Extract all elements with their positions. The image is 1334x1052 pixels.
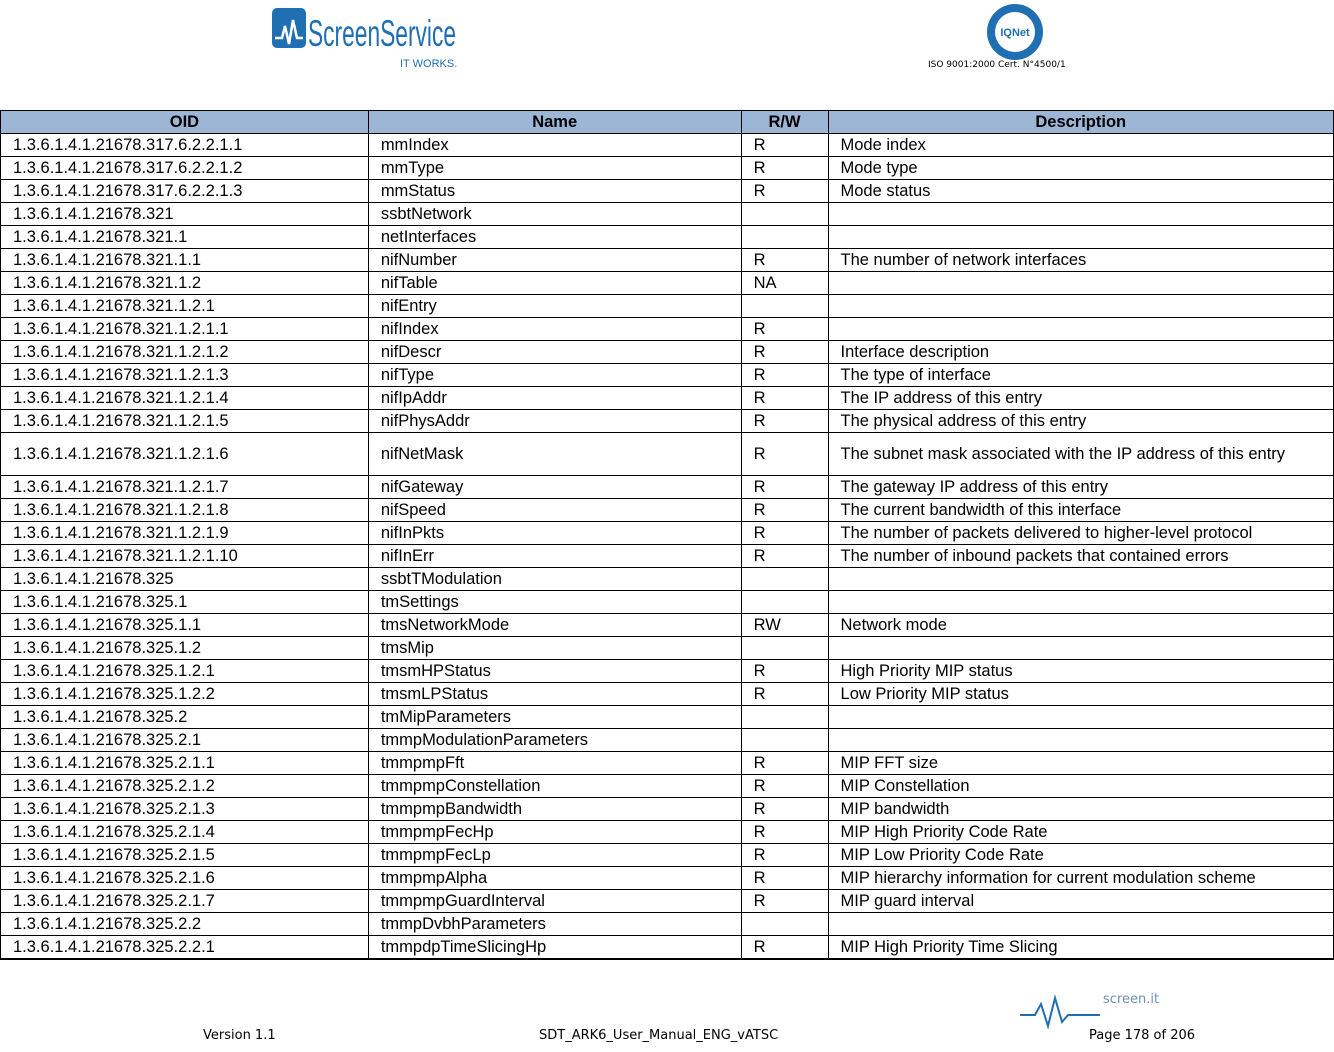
cell-rw: R (741, 867, 828, 890)
cell-description: MIP Constellation (828, 775, 1333, 798)
cell-description (828, 729, 1333, 752)
cell-rw: R (741, 890, 828, 913)
cell-description: MIP High Priority Time Slicing (828, 936, 1333, 960)
cell-rw: R (741, 821, 828, 844)
cell-description (828, 637, 1333, 660)
cell-name: ssbtTModulation (368, 568, 741, 591)
cell-name: tmmpmpConstellation (368, 775, 741, 798)
cell-name: nifSpeed (368, 499, 741, 522)
footer-page: Page 178 of 206 (1089, 1028, 1196, 1043)
cell-oid: 1.3.6.1.4.1.21678.321.1.2.1.5 (1, 410, 369, 433)
cell-name: nifEntry (368, 295, 741, 318)
table-row (1, 476, 1334, 499)
cell-oid: 1.3.6.1.4.1.21678.325.2.2.1 (1, 936, 369, 960)
cell-oid: 1.3.6.1.4.1.21678.321.1.2.1.7 (1, 476, 369, 499)
cell-name: nifPhysAddr (368, 410, 741, 433)
cell-rw: R (741, 249, 828, 272)
cell-oid: 1.3.6.1.4.1.21678.321.1.2.1.3 (1, 364, 369, 387)
cell-rw (741, 913, 828, 936)
cell-rw (741, 295, 828, 318)
table-row (1, 249, 1334, 272)
cell-rw: R (741, 387, 828, 410)
cell-description: Mode type (828, 157, 1333, 180)
cell-rw (741, 637, 828, 660)
cell-oid: 1.3.6.1.4.1.21678.325.1.2.2 (1, 683, 369, 706)
table-row (1, 180, 1334, 203)
cell-rw: R (741, 936, 828, 960)
table-row (1, 591, 1334, 614)
cell-oid: 1.3.6.1.4.1.21678.325.2.2 (1, 913, 369, 936)
cell-description: MIP hierarchy information for current modulation scheme (828, 867, 1333, 890)
cell-description: Mode status (828, 180, 1333, 203)
cell-description (828, 272, 1333, 295)
cell-name: nifInPkts (368, 522, 741, 545)
table-row (1, 936, 1334, 960)
cell-oid: 1.3.6.1.4.1.21678.321.1.2.1.6 (1, 433, 369, 476)
cell-description: MIP Low Priority Code Rate (828, 844, 1333, 867)
table-row (1, 821, 1334, 844)
cell-rw: R (741, 844, 828, 867)
cert-badge-text: IQNet (1000, 27, 1030, 39)
cell-rw (741, 203, 828, 226)
cell-description: The number of network interfaces (828, 249, 1333, 272)
table-row (1, 867, 1334, 890)
cell-oid: 1.3.6.1.4.1.21678.317.6.2.2.1.3 (1, 180, 369, 203)
table-row (1, 752, 1334, 775)
cell-oid: 1.3.6.1.4.1.21678.325.2.1.7 (1, 890, 369, 913)
cell-description: Mode index (828, 134, 1333, 157)
cell-name: tmsmHPStatus (368, 660, 741, 683)
cell-description: The number of inbound packets that contained errors (828, 545, 1333, 568)
table-row (1, 387, 1334, 410)
cell-name: tmSettings (368, 591, 741, 614)
cell-name: tmmpmpBandwidth (368, 798, 741, 821)
cell-name: nifNumber (368, 249, 741, 272)
cell-description: The gateway IP address of this entry (828, 476, 1333, 499)
cell-oid: 1.3.6.1.4.1.21678.321.1.2.1.1 (1, 318, 369, 341)
table-row (1, 272, 1334, 295)
cell-name: tmsMip (368, 637, 741, 660)
table-row (1, 568, 1334, 591)
cell-name: ssbtNetwork (368, 203, 741, 226)
table-row (1, 499, 1334, 522)
cell-name: tmmpModulationParameters (368, 729, 741, 752)
cell-rw: NA (741, 272, 828, 295)
cell-oid: 1.3.6.1.4.1.21678.325.1.2 (1, 637, 369, 660)
table-row (1, 341, 1334, 364)
cell-rw (741, 729, 828, 752)
cell-oid: 1.3.6.1.4.1.21678.321.1.2.1.10 (1, 545, 369, 568)
cell-description (828, 295, 1333, 318)
cell-rw: R (741, 798, 828, 821)
cell-oid: 1.3.6.1.4.1.21678.321.1.2.1 (1, 295, 369, 318)
table-row (1, 890, 1334, 913)
cell-description (828, 706, 1333, 729)
cell-rw: R (741, 157, 828, 180)
cell-oid: 1.3.6.1.4.1.21678.325.2.1.3 (1, 798, 369, 821)
table-row (1, 844, 1334, 867)
cell-oid: 1.3.6.1.4.1.21678.321.1.2.1.9 (1, 522, 369, 545)
cell-oid: 1.3.6.1.4.1.21678.321 (1, 203, 369, 226)
logo-text: ScreenService (308, 13, 456, 54)
cell-name: tmsmLPStatus (368, 683, 741, 706)
cert-number: ISO 9001:2000 Cert. N°4500/1 (928, 60, 1066, 70)
footer-version: Version 1.1 (203, 1028, 276, 1043)
cell-rw: R (741, 545, 828, 568)
screenservice-logo (272, 8, 458, 70)
footer-document: SDT_ARK6_User_Manual_ENG_vATSC (539, 1028, 779, 1043)
cell-description: MIP guard interval (828, 890, 1333, 913)
oid-table (0, 110, 1334, 960)
cell-oid: 1.3.6.1.4.1.21678.321.1.2.1.4 (1, 387, 369, 410)
cell-rw: R (741, 499, 828, 522)
table-header-row (1, 111, 1334, 134)
cell-name: nifType (368, 364, 741, 387)
cell-description (828, 591, 1333, 614)
cell-description (828, 318, 1333, 341)
cell-oid: 1.3.6.1.4.1.21678.325.1.1 (1, 614, 369, 637)
cell-rw: R (741, 134, 828, 157)
cell-name: nifTable (368, 272, 741, 295)
cell-description: Interface description (828, 341, 1333, 364)
cell-rw: R (741, 318, 828, 341)
cell-description: The current bandwidth of this interface (828, 499, 1333, 522)
cell-description (828, 568, 1333, 591)
cell-rw: R (741, 775, 828, 798)
cell-rw: R (741, 683, 828, 706)
cell-description (828, 203, 1333, 226)
cell-name: mmIndex (368, 134, 741, 157)
cell-name: nifInErr (368, 545, 741, 568)
cell-description: MIP High Priority Code Rate (828, 821, 1333, 844)
cell-name: nifNetMask (368, 433, 741, 476)
column-header-rw: R/W (741, 111, 828, 134)
table-row (1, 545, 1334, 568)
footer-site: screen.it (1103, 992, 1160, 1007)
cell-oid: 1.3.6.1.4.1.21678.325.2.1.2 (1, 775, 369, 798)
cell-name: nifIpAddr (368, 387, 741, 410)
cell-oid: 1.3.6.1.4.1.21678.325.1 (1, 591, 369, 614)
cell-oid: 1.3.6.1.4.1.21678.325.2.1.5 (1, 844, 369, 867)
table-row (1, 134, 1334, 157)
cell-description: Network mode (828, 614, 1333, 637)
logo-tagline: IT WORKS. (400, 58, 458, 70)
cell-name: mmStatus (368, 180, 741, 203)
cell-description: The IP address of this entry (828, 387, 1333, 410)
cell-oid: 1.3.6.1.4.1.21678.321.1.2 (1, 272, 369, 295)
cell-name: tmMipParameters (368, 706, 741, 729)
column-header-oid: OID (1, 111, 369, 134)
cell-description: MIP bandwidth (828, 798, 1333, 821)
cell-rw: RW (741, 614, 828, 637)
cell-name: tmmpDvbhParameters (368, 913, 741, 936)
cell-description: The number of packets delivered to higher-level protocol (828, 522, 1333, 545)
cell-name: tmmpmpFecLp (368, 844, 741, 867)
cell-description: Low Priority MIP status (828, 683, 1333, 706)
cell-description: MIP FFT size (828, 752, 1333, 775)
cell-oid: 1.3.6.1.4.1.21678.325.2.1.6 (1, 867, 369, 890)
table-row (1, 706, 1334, 729)
cell-rw: R (741, 522, 828, 545)
cell-name: netInterfaces (368, 226, 741, 249)
table-row (1, 660, 1334, 683)
cell-rw: R (741, 180, 828, 203)
cell-name: nifGateway (368, 476, 741, 499)
oid-table-body (1, 134, 1334, 960)
iqnet-cert-badge-icon (985, 2, 1045, 62)
table-row (1, 410, 1334, 433)
cell-description (828, 913, 1333, 936)
cell-name: nifIndex (368, 318, 741, 341)
cell-oid: 1.3.6.1.4.1.21678.321.1.2.1.8 (1, 499, 369, 522)
cell-rw (741, 591, 828, 614)
table-row (1, 614, 1334, 637)
table-row (1, 729, 1334, 752)
cell-oid: 1.3.6.1.4.1.21678.321.1 (1, 226, 369, 249)
table-row (1, 295, 1334, 318)
column-header-name: Name (368, 111, 741, 134)
table-row (1, 798, 1334, 821)
cell-oid: 1.3.6.1.4.1.21678.325.1.2.1 (1, 660, 369, 683)
cell-rw: R (741, 476, 828, 499)
table-row (1, 203, 1334, 226)
cell-name: tmmpdpTimeSlicingHp (368, 936, 741, 960)
cell-description: The subnet mask associated with the IP address of this entry (828, 433, 1333, 476)
cell-rw: R (741, 364, 828, 387)
table-row (1, 637, 1334, 660)
cell-rw: R (741, 660, 828, 683)
table-row (1, 775, 1334, 798)
cell-rw (741, 568, 828, 591)
column-header-description: Description (828, 111, 1333, 134)
cell-rw (741, 226, 828, 249)
cell-name: tmmpmpFecHp (368, 821, 741, 844)
cell-name: mmType (368, 157, 741, 180)
table-row (1, 318, 1334, 341)
table-row (1, 364, 1334, 387)
cell-oid: 1.3.6.1.4.1.21678.321.1.1 (1, 249, 369, 272)
cell-oid: 1.3.6.1.4.1.21678.325.2.1.1 (1, 752, 369, 775)
cell-name: nifDescr (368, 341, 741, 364)
cell-rw: R (741, 341, 828, 364)
table-row (1, 913, 1334, 936)
table-row (1, 226, 1334, 249)
cell-rw (741, 706, 828, 729)
cell-oid: 1.3.6.1.4.1.21678.325 (1, 568, 369, 591)
cell-oid: 1.3.6.1.4.1.21678.321.1.2.1.2 (1, 341, 369, 364)
cell-description: High Priority MIP status (828, 660, 1333, 683)
table-row (1, 683, 1334, 706)
cell-oid: 1.3.6.1.4.1.21678.325.2.1 (1, 729, 369, 752)
cell-name: tmmpmpFft (368, 752, 741, 775)
cell-oid: 1.3.6.1.4.1.21678.317.6.2.2.1.2 (1, 157, 369, 180)
cell-description: The type of interface (828, 364, 1333, 387)
cell-oid: 1.3.6.1.4.1.21678.325.2.1.4 (1, 821, 369, 844)
table-row (1, 433, 1334, 476)
cell-rw: R (741, 410, 828, 433)
cell-name: tmmpmpGuardInterval (368, 890, 741, 913)
table-row (1, 157, 1334, 180)
cell-rw: R (741, 752, 828, 775)
cell-oid: 1.3.6.1.4.1.21678.317.6.2.2.1.1 (1, 134, 369, 157)
cell-rw: R (741, 433, 828, 476)
cell-description (828, 226, 1333, 249)
table-row (1, 522, 1334, 545)
cell-description: The physical address of this entry (828, 410, 1333, 433)
cell-oid: 1.3.6.1.4.1.21678.325.2 (1, 706, 369, 729)
cell-name: tmsNetworkMode (368, 614, 741, 637)
cell-name: tmmpmpAlpha (368, 867, 741, 890)
